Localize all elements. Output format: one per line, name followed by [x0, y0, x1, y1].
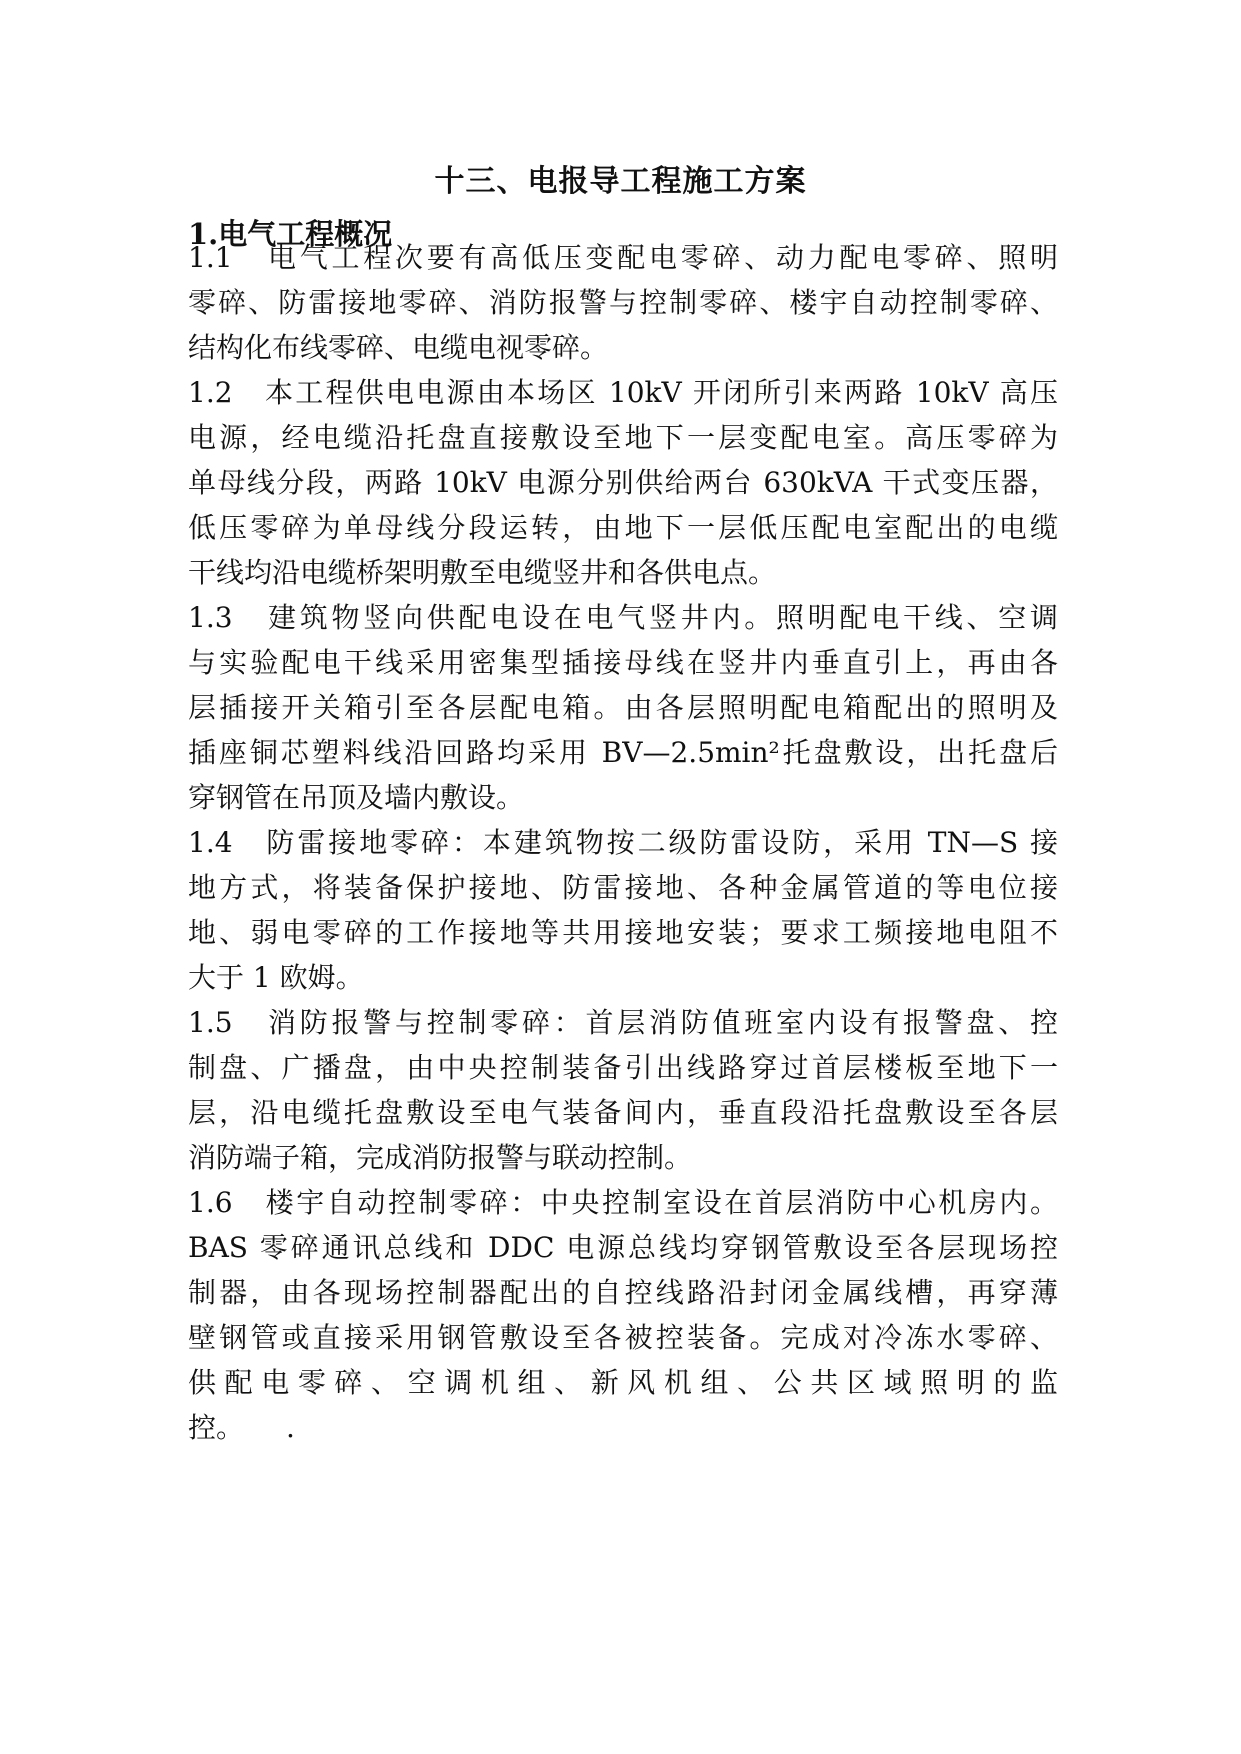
paragraph-line: 层，沿电缆托盘敷设至电气装备间内，垂直段沿托盘敷设至各层: [188, 1096, 1058, 1129]
paragraph-line: 干线均沿电缆桥架明敷至电缆竖井和各供电点。: [188, 556, 777, 589]
paragraph-line: 控。 .: [188, 1411, 295, 1444]
paragraph-line: 1.1 电气工程次要有高低压变配电零碎、动力配电零碎、照明: [188, 241, 1058, 274]
paragraph-line: 大于 1 欧姆。: [188, 961, 364, 994]
paragraph-line: 单母线分段，两路 10kV 电源分别供给两台 630kVA 干式变压器，: [188, 466, 1058, 499]
paragraph-line: BAS 零碎通讯总线和 DDC 电源总线均穿钢管敷设至各层现场控: [188, 1231, 1058, 1264]
section-heading: 1.电气工程概况: [188, 217, 393, 251]
paragraph-line: 低压零碎为单母线分段运转，由地下一层低压配电室配出的电缆: [188, 511, 1058, 544]
paragraph-line: 地、弱电零碎的工作接地等共用接地安装；要求工频接地电阻不: [188, 916, 1058, 949]
paragraph-line: 地方式，将装备保护接地、防雷接地、各种金属管道的等电位接: [188, 871, 1058, 904]
paragraph-line: 插座铜芯塑料线沿回路均采用 BV—2.5min²托盘敷设，出托盘后: [188, 736, 1058, 769]
paragraph-line: 制器，由各现场控制器配出的自控线路沿封闭金属线槽，再穿薄: [188, 1276, 1058, 1309]
paragraph-line: 1.3 建筑物竖向供配电设在电气竖井内。照明配电干线、空调: [188, 601, 1058, 634]
paragraph-line: 结构化布线零碎、电缆电视零碎。: [188, 331, 609, 364]
paragraph-line: 穿钢管在吊顶及墙内敷设。: [188, 781, 525, 814]
paragraph-line: 供配电零碎、空调机组、新风机组、公共区域照明的监: [188, 1366, 1058, 1399]
paragraph-line: 1.4 防雷接地零碎：本建筑物按二级防雷设防，采用 TN—S 接: [188, 826, 1058, 859]
paragraph-line: 电源，经电缆沿托盘直接敷设至地下一层变配电室。高压零碎为: [188, 421, 1058, 454]
paragraph-line: 消防端子箱，完成消防报警与联动控制。: [188, 1141, 693, 1174]
paragraph-line: 零碎、防雷接地零碎、消防报警与控制零碎、楼宇自动控制零碎、: [188, 286, 1058, 319]
paragraph-line: 1.2 本工程供电电源由本场区 10kV 开闭所引来两路 10kV 高压: [188, 376, 1058, 409]
paragraph-line: 与实验配电干线采用密集型插接母线在竖井内垂直引上，再由各: [188, 646, 1058, 679]
paragraph-line: 1.5 消防报警与控制零碎：首层消防值班室内设有报警盘、控: [188, 1006, 1058, 1039]
document-title: 十三、电报导工程施工方案: [434, 164, 807, 199]
paragraph-line: 制盘、广播盘，由中央控制装备引出线路穿过首层楼板至地下一: [188, 1051, 1058, 1084]
paragraph-line: 壁钢管或直接采用钢管敷设至各被控装备。完成对冷冻水零碎、: [188, 1321, 1058, 1354]
paragraph-line: 1.6 楼宇自动控制零碎：中央控制室设在首层消防中心机房内。: [188, 1186, 1058, 1219]
paragraph-line: 层插接开关箱引至各层配电箱。由各层照明配电箱配出的照明及: [188, 691, 1058, 724]
